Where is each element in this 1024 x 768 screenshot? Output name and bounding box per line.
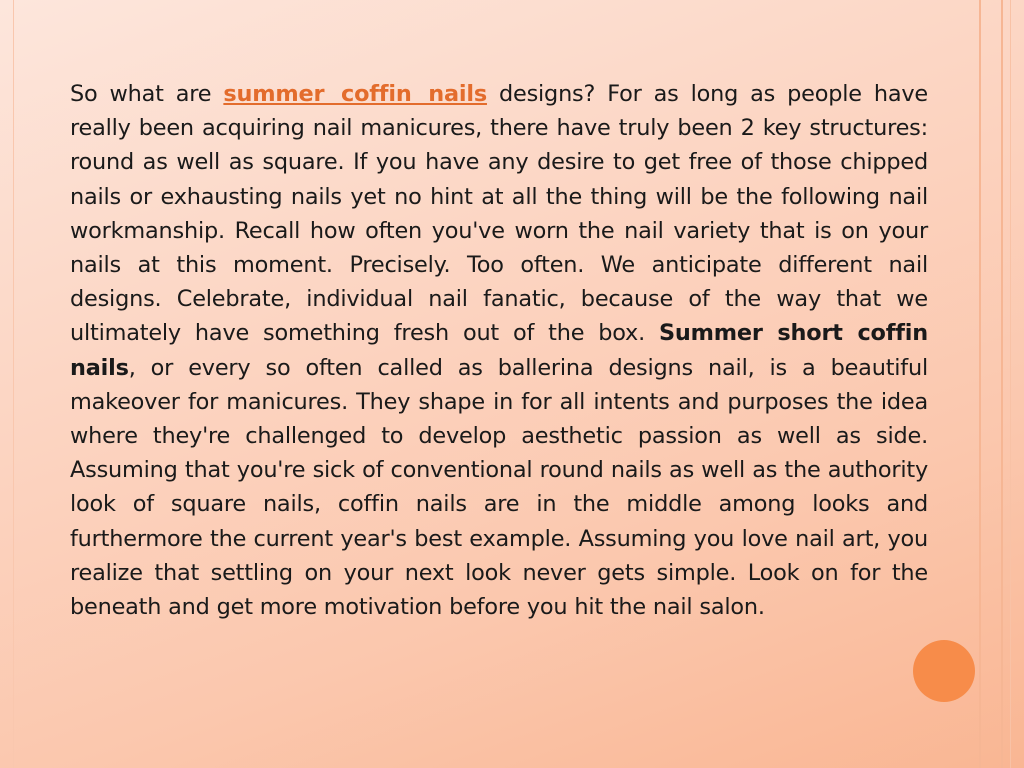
right-border-line-middle (1001, 0, 1003, 768)
paragraph-text-after-bold: , or every so often called as ballerina designs nail, is a beautiful makeover for manicures. They shape in for all intents and purposes the idea where they're challenged to develop aesthetic passion as well as side. Assuming that you're sick of conventional round nails as well as the authority look of square nails, coffin nails are in the middle among looks and furthermore the current year's best example. Assuming you love nail art, you realize that settling on your next look never gets simple. Look on for the beneath and get more motivation before you hit the nail salon. (70, 354, 928, 621)
body-paragraph (70, 77, 928, 624)
left-border-line (13, 0, 14, 768)
summer-short-coffin-nails-bold: Summer short coffin nails (70, 320, 928, 381)
right-border-line-inner (979, 0, 981, 768)
decorative-orange-circle (913, 640, 975, 702)
paragraph-text-after-link: designs? For as long as people have really been acquiring nail manicures, there have truly been 2 key structures: round as well as square. If you have any desire to get free of those chipped nails or exhausting nails yet no hint at all the thing will be the following nail workmanship. Recall how often you've worn the nail variety that is on your nails at this moment. Precisely. Too often. We anticipate different nail designs. Celebrate, individual nail fanatic, because of the way that we ultimately have something fresh out of the box. (70, 81, 928, 347)
right-border-line-outer (1010, 0, 1011, 768)
summer-coffin-nails-link[interactable]: summer coffin nails (223, 81, 487, 107)
intro-text: So what are (70, 81, 212, 107)
